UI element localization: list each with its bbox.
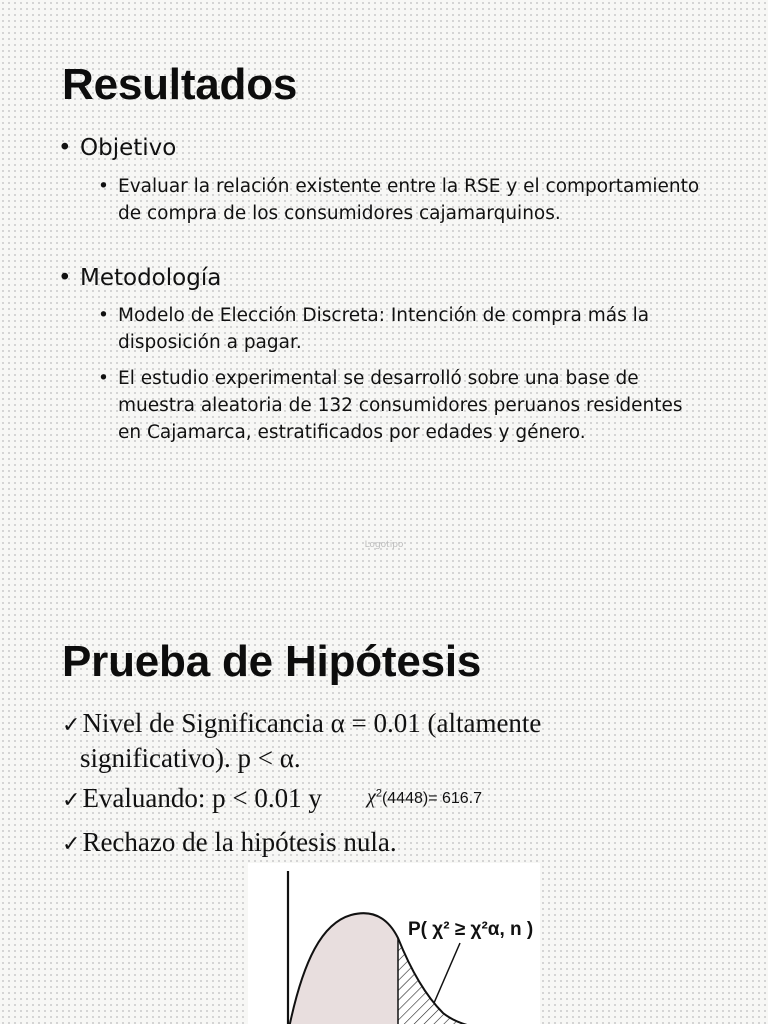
check-item-evaluando bbox=[62, 783, 322, 814]
sub-bullet-modelo bbox=[98, 302, 708, 356]
pointer-line bbox=[434, 943, 460, 1003]
footer-logo-placeholder: Logotipo bbox=[364, 540, 404, 550]
curve-body-area bbox=[288, 913, 398, 1024]
bullet-icon: • bbox=[58, 135, 72, 161]
chi-symbol: χ bbox=[367, 786, 376, 808]
check-item-text: Nivel de Significancia α = 0.01 (altamente bbox=[82, 708, 542, 738]
check-item-text: significativo). p < α. bbox=[80, 743, 301, 773]
chi-square-curve-svg bbox=[248, 863, 540, 1024]
bullet-icon: • bbox=[98, 368, 109, 389]
check-item-significancia bbox=[62, 708, 541, 739]
checkmark-icon: ✓ bbox=[62, 832, 81, 857]
sub-bullet-text: Modelo de Elección Discreta: Intención de compra más la disposición a pagar. bbox=[118, 305, 650, 353]
sub-bullet-objetivo bbox=[98, 173, 708, 227]
figure-label: P( χ² ≥ χ²α, n ) bbox=[408, 919, 534, 940]
chi-square-distribution-figure bbox=[248, 863, 540, 1024]
bullet-label: Objetivo bbox=[80, 135, 177, 161]
chi-exponent: 2 bbox=[375, 787, 382, 800]
bullet-icon: • bbox=[98, 176, 109, 197]
checkmark-icon: ✓ bbox=[62, 788, 81, 813]
bullet-icon: • bbox=[58, 265, 72, 291]
bullet-icon: • bbox=[98, 305, 109, 326]
check-item-text: Rechazo de la hipótesis nula. bbox=[82, 827, 397, 857]
checkmark-icon: ✓ bbox=[62, 713, 81, 738]
check-item-rechazo bbox=[62, 827, 397, 858]
bullet-label: Metodología bbox=[80, 265, 222, 291]
sub-bullet-estudio bbox=[98, 365, 708, 446]
bullet-objetivo bbox=[58, 135, 176, 161]
chi-value: (4448)= 616.7 bbox=[381, 790, 483, 807]
slide-title-resultados: Resultados bbox=[62, 60, 298, 109]
sub-bullet-text: Evaluar la relación existente entre la RSE y el comportamiento de compra de los consumidores cajamarquinos. bbox=[118, 176, 700, 224]
chi-square-value bbox=[367, 786, 482, 809]
bullet-metodologia bbox=[58, 265, 221, 291]
slide-title-prueba: Prueba de Hipótesis bbox=[62, 637, 482, 686]
slide-prueba-hipotesis bbox=[0, 575, 768, 1024]
check-item-text: Evaluando: p < 0.01 y bbox=[82, 783, 322, 813]
sub-bullet-text: El estudio experimental se desarrolló sobre una base de muestra aleatoria de 132 consumidores peruanos residentes en Cajamarca, estratificados por edades y género. bbox=[118, 368, 683, 443]
check-item-significancia-cont bbox=[80, 743, 301, 774]
